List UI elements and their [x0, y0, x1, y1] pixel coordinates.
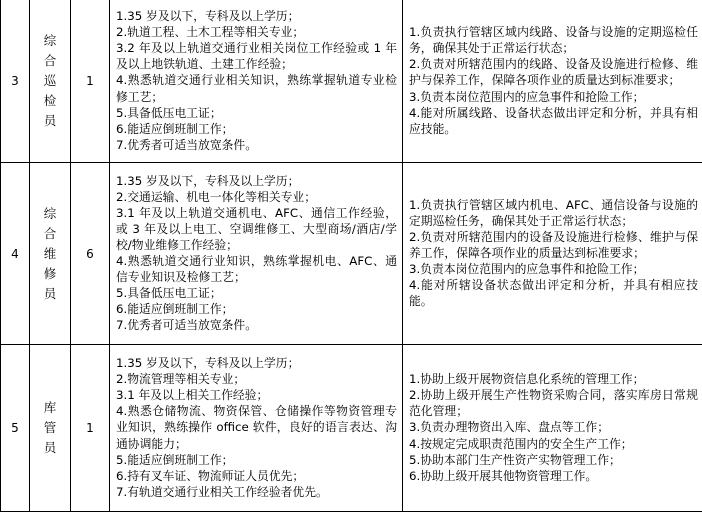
table-row	[1, 345, 702, 512]
position-name: 库管员	[43, 398, 57, 458]
requirement-item: 7.有轨道交通行业相关工作经验者优先。	[116, 484, 397, 500]
headcount: 1	[71, 0, 110, 163]
duties-cell	[403, 163, 702, 345]
requirements-cell	[110, 163, 403, 345]
duties-cell	[403, 345, 702, 512]
position-name: 综合巡检员	[43, 31, 57, 131]
duties-list	[403, 196, 702, 312]
requirement-item: 3.1 年及以上相关工作经验；	[116, 387, 397, 403]
requirement-item: 5.具备低压电工证；	[116, 105, 397, 121]
headcount: 1	[71, 345, 110, 512]
duty-item: 4.能对所辖设备状态做出评定和分析，并具有相应技能。	[409, 277, 698, 309]
requirement-item: 2.物流管理等相关专业；	[116, 371, 397, 387]
duty-item: 4.能对所属线路、设备状态做出评定和分析，并具有相应技能。	[409, 105, 698, 137]
duty-item: 3.负责办理物资出入库、盘点等工作；	[409, 419, 698, 435]
requirements-cell	[110, 0, 403, 163]
row-number: 5	[1, 345, 30, 512]
position-cell	[30, 0, 71, 163]
requirement-item: 1.35 岁及以下，专科及以上学历；	[116, 355, 397, 371]
duty-item: 2.协助上级开展生产性物资采购合同，落实库房日常规范化管理；	[409, 387, 698, 419]
duty-item: 2.负责对所辖范围内的线路、设备及设施进行检修、维护与保养工作，保障各项作业的质量达到标准要求；	[409, 56, 698, 88]
requirement-item: 4.熟悉轨道交通行业相关知识，熟练掌握轨道专业检修工艺；	[116, 72, 397, 104]
position-name: 综合维修员	[43, 204, 57, 304]
requirement-item: 3.2 年及以上轨道交通行业相关岗位工作经验或 1 年及以上地铁轨道、土建工作经验；	[116, 40, 397, 72]
duties-cell	[403, 0, 702, 163]
requirements-list	[110, 354, 402, 502]
position-cell	[30, 345, 71, 512]
requirement-item: 1.35 岁及以下，专科及以上学历；	[116, 8, 397, 24]
duty-item: 1.协助上级开展物资信息化系统的管理工作；	[409, 371, 698, 387]
requirement-item: 3.1 年及以上轨道交通机电、AFC、通信工作经验，或 3 年及以上电工、空调维修工、大型商场/酒店/学校/物业维修工作经验；	[116, 205, 397, 253]
duty-item: 4.按规定完成职责范围内的安全生产工作；	[409, 436, 698, 452]
requirements-cell	[110, 345, 403, 512]
requirements-list	[110, 7, 402, 155]
requirement-item: 5.具备低压电工证；	[116, 285, 397, 301]
row-number: 3	[1, 0, 30, 163]
requirements-list	[110, 172, 402, 336]
requirement-item: 5.能适应倒班制工作；	[116, 452, 397, 468]
table-row	[1, 0, 702, 163]
requirement-item: 2.轨道工程、土木工程等相关专业；	[116, 24, 397, 40]
requirement-item: 6.能适应倒班制工作；	[116, 301, 397, 317]
requirement-item: 2.交通运输、机电一体化等相关专业；	[116, 189, 397, 205]
duties-list	[403, 370, 702, 486]
requirement-item: 6.持有叉车证、物流师证人员优先；	[116, 468, 397, 484]
requirement-item: 4.熟悉仓储物流、物资保管、仓储操作等物资管理专业知识，熟练操作 office 软件，良好的语言表达、沟通协调能力；	[116, 403, 397, 451]
requirement-item: 1.35 岁及以下，专科及以上学历；	[116, 173, 397, 189]
headcount: 6	[71, 163, 110, 345]
duty-item: 2.负责对所辖范围内的设备及设施进行检修、维护与保养工作，保障各项作业的质量达到标准要求；	[409, 229, 698, 261]
table-body	[1, 0, 702, 512]
duty-item: 5.协助本部门生产性资产实物管理工作；	[409, 452, 698, 468]
duty-item: 3.负责本岗位范围内的应急事件和抢险工作；	[409, 89, 698, 105]
requirement-item: 6.能适应倒班制工作；	[116, 121, 397, 137]
requirement-item: 7.优秀者可适当放宽条件。	[116, 137, 397, 153]
duty-item: 1.负责执行管辖区域内机电、AFC、通信设备与设施的定期巡检任务，确保其处于正常运行状态；	[409, 197, 698, 229]
requirement-item: 4.熟悉轨道交通行业知识，熟练掌握机电、AFC、通信专业知识及检修工艺；	[116, 253, 397, 285]
position-cell	[30, 163, 71, 345]
duty-item: 1.负责执行管辖区域内线路、设备与设施的定期巡检任务，确保其处于正常运行状态；	[409, 24, 698, 56]
duty-item: 6.协助上级开展其他物资管理工作。	[409, 468, 698, 484]
requirement-item: 7.优秀者可适当放宽条件。	[116, 317, 397, 333]
row-number: 4	[1, 163, 30, 345]
table-row	[1, 163, 702, 345]
duty-item: 3.负责本岗位范围内的应急事件和抢险工作；	[409, 261, 698, 277]
duties-list	[403, 23, 702, 139]
